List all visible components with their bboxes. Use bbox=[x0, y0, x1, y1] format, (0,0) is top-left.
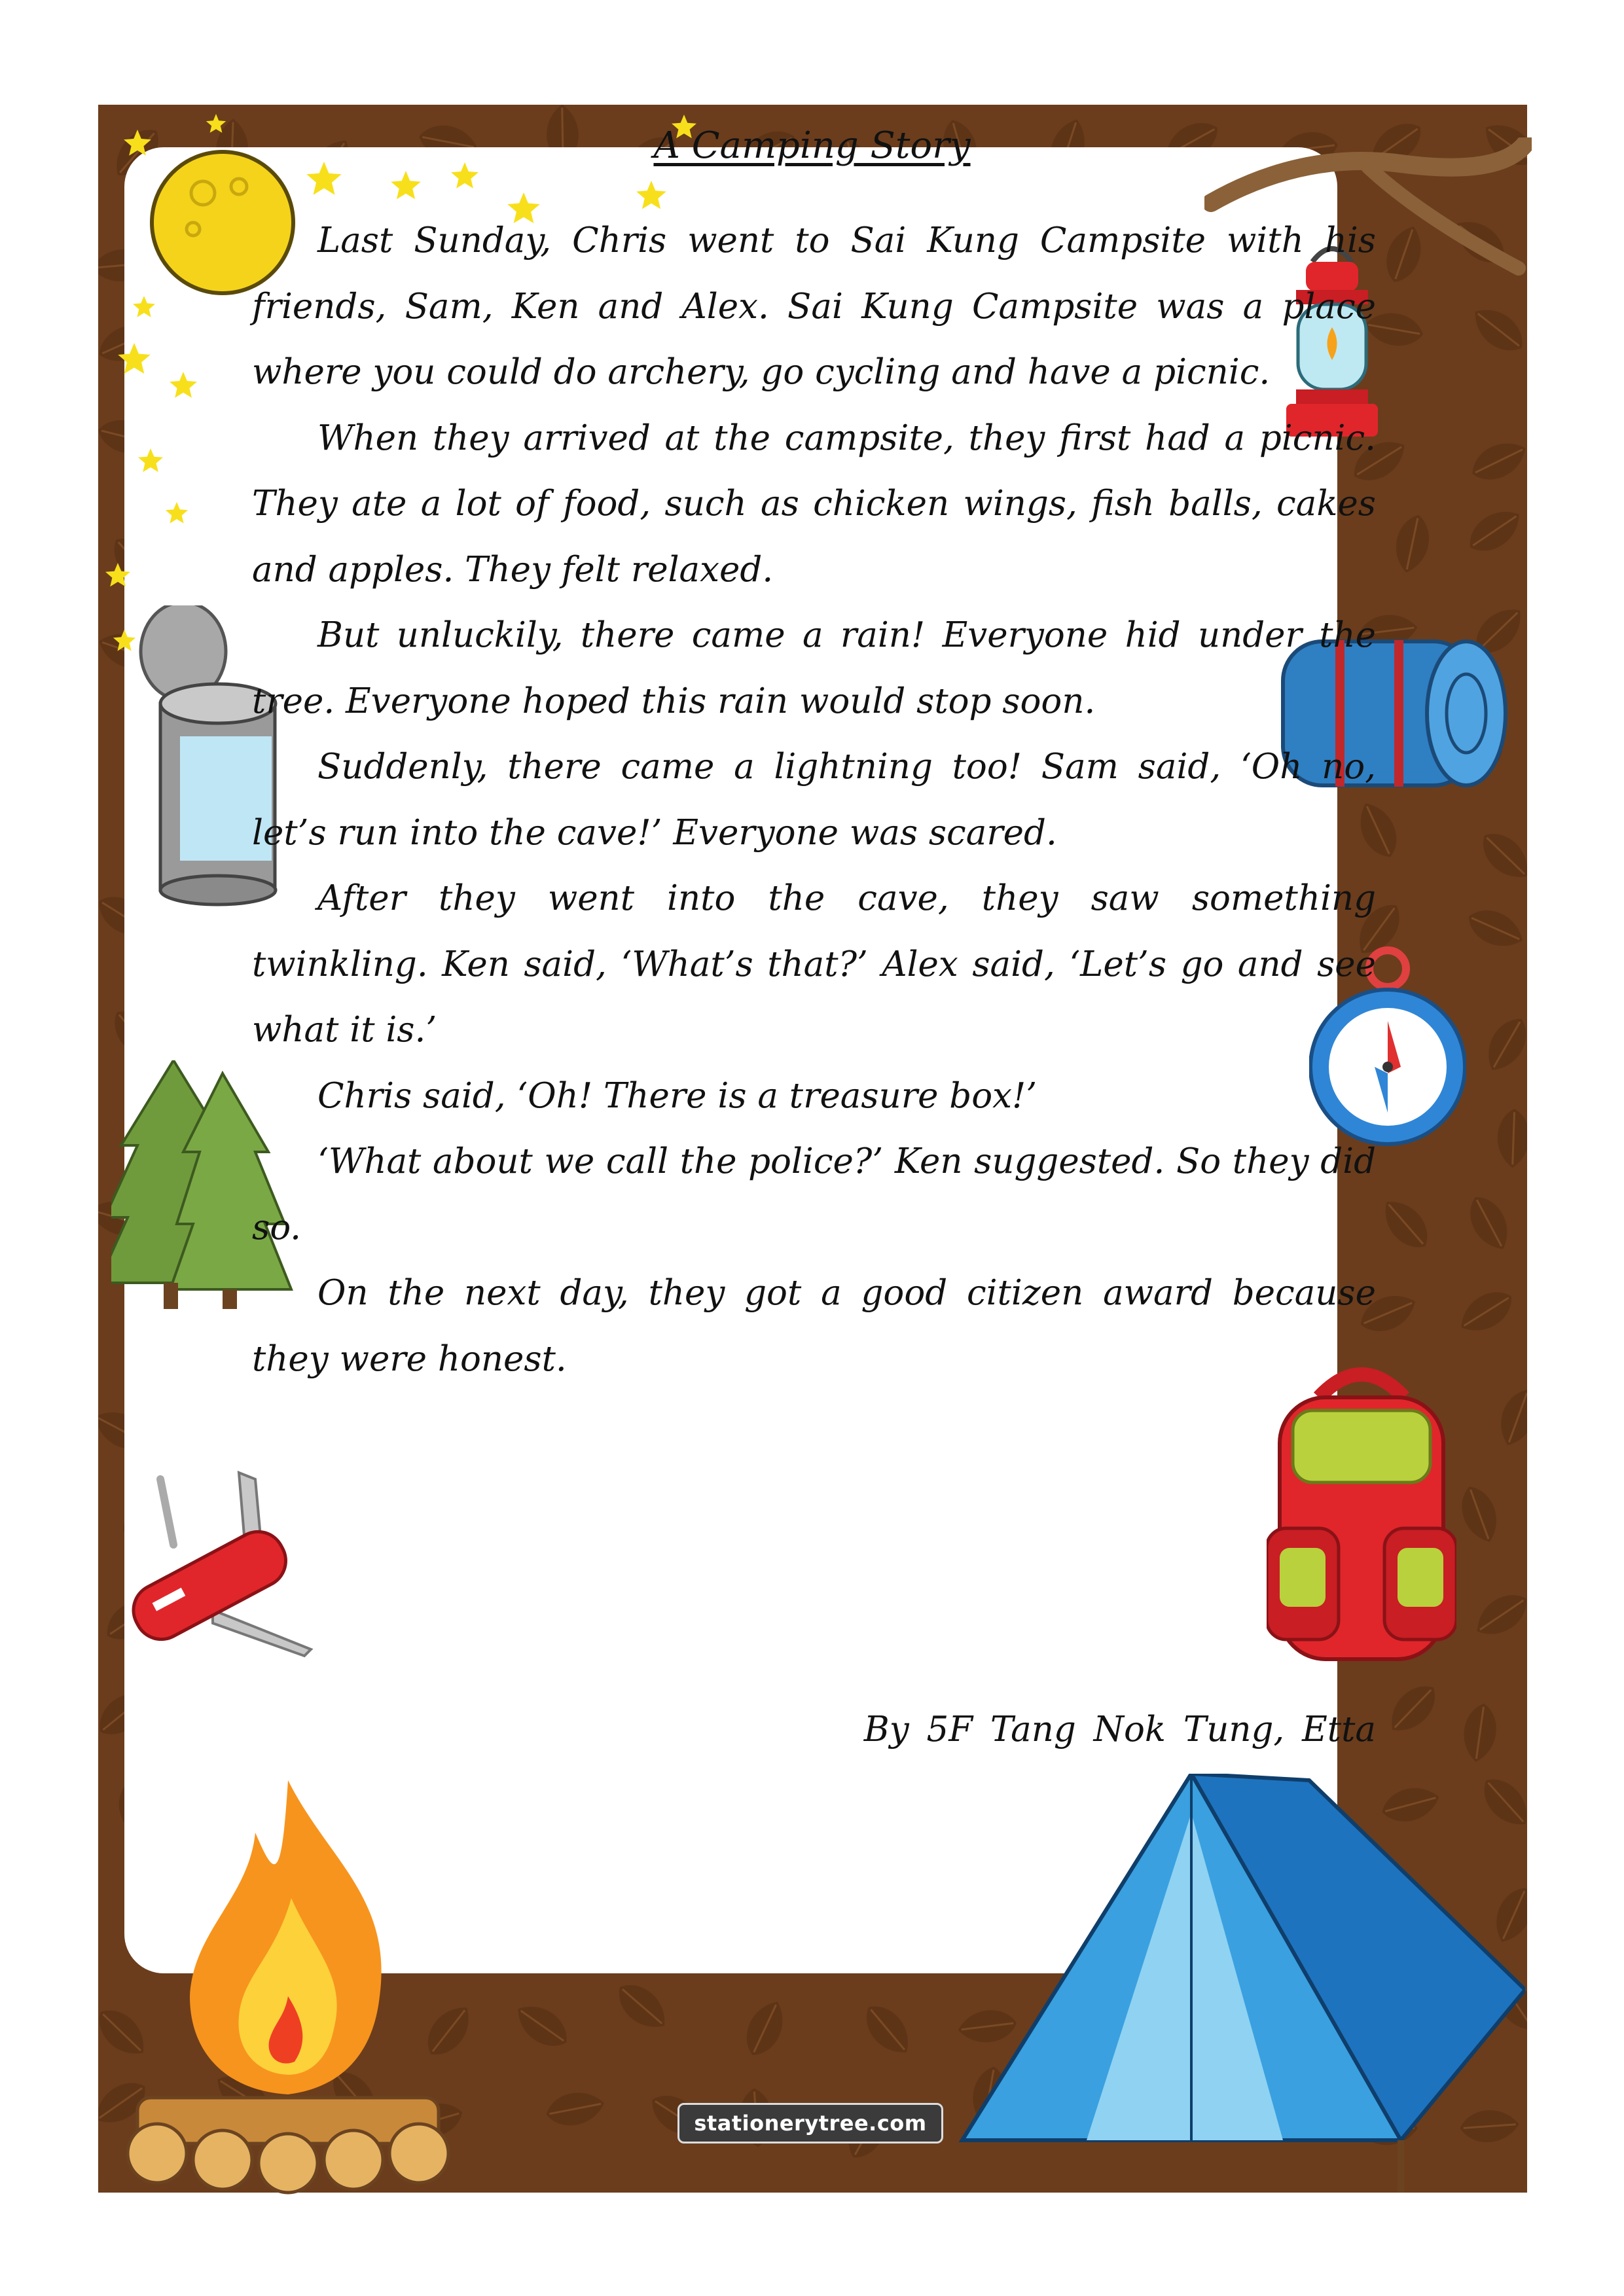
watermark-label: stationerytree.com bbox=[677, 2103, 943, 2144]
star-icon bbox=[133, 296, 155, 317]
star-icon bbox=[138, 448, 163, 472]
paragraph: But unluckily, there came a rain! Everyone hid under the tree. Everyone hoped this rain would stop soon. bbox=[252, 615, 1376, 721]
story-title: A Camping Story bbox=[653, 124, 971, 167]
paragraph: On the next day, they got a good citizen award because they were honest. bbox=[252, 1273, 1376, 1379]
paragraph: After they went into the cave, they saw something twinkling. Ken said, ‘What’s that?’ Alex said, ‘Let’s go and see what it is.’ bbox=[252, 878, 1376, 1050]
story-body bbox=[252, 208, 1376, 1392]
campfire-icon bbox=[118, 1780, 458, 2199]
star-icon bbox=[636, 181, 666, 209]
tent-icon bbox=[943, 1774, 1525, 2199]
author-byline: By 5F Tang Nok Tung, Etta bbox=[863, 1710, 1376, 1749]
backpack-icon bbox=[1267, 1358, 1456, 1666]
paragraph: ‘What about we call the police?’ Ken suggested. So they did so. bbox=[252, 1141, 1376, 1247]
star-icon bbox=[391, 171, 421, 199]
paragraph: Suddenly, there came a lightning too! Sam said, ‘Oh no, let’s run into the cave!’ Everyone was scared. bbox=[252, 747, 1376, 853]
star-icon bbox=[166, 502, 188, 524]
star-icon bbox=[113, 630, 135, 651]
paragraph: Chris said, ‘Oh! There is a treasure box!’ bbox=[317, 1075, 1038, 1116]
star-icon bbox=[105, 563, 130, 586]
paragraph: When they arrived at the campsite, they first had a picnic. They ate a lot of food, such as chicken wings, fish balls, cakes and apples. They felt relaxed. bbox=[252, 418, 1376, 590]
star-icon bbox=[170, 372, 197, 398]
pocket-knife-icon bbox=[115, 1460, 324, 1669]
star-icon bbox=[118, 343, 150, 374]
paragraph: Last Sunday, Chris went to Sai Kung Campsite with his friends, Sam, Ken and Alex. Sai Kung Campsite was a place where you could do archery, go cycling and have a picnic. bbox=[252, 221, 1376, 392]
